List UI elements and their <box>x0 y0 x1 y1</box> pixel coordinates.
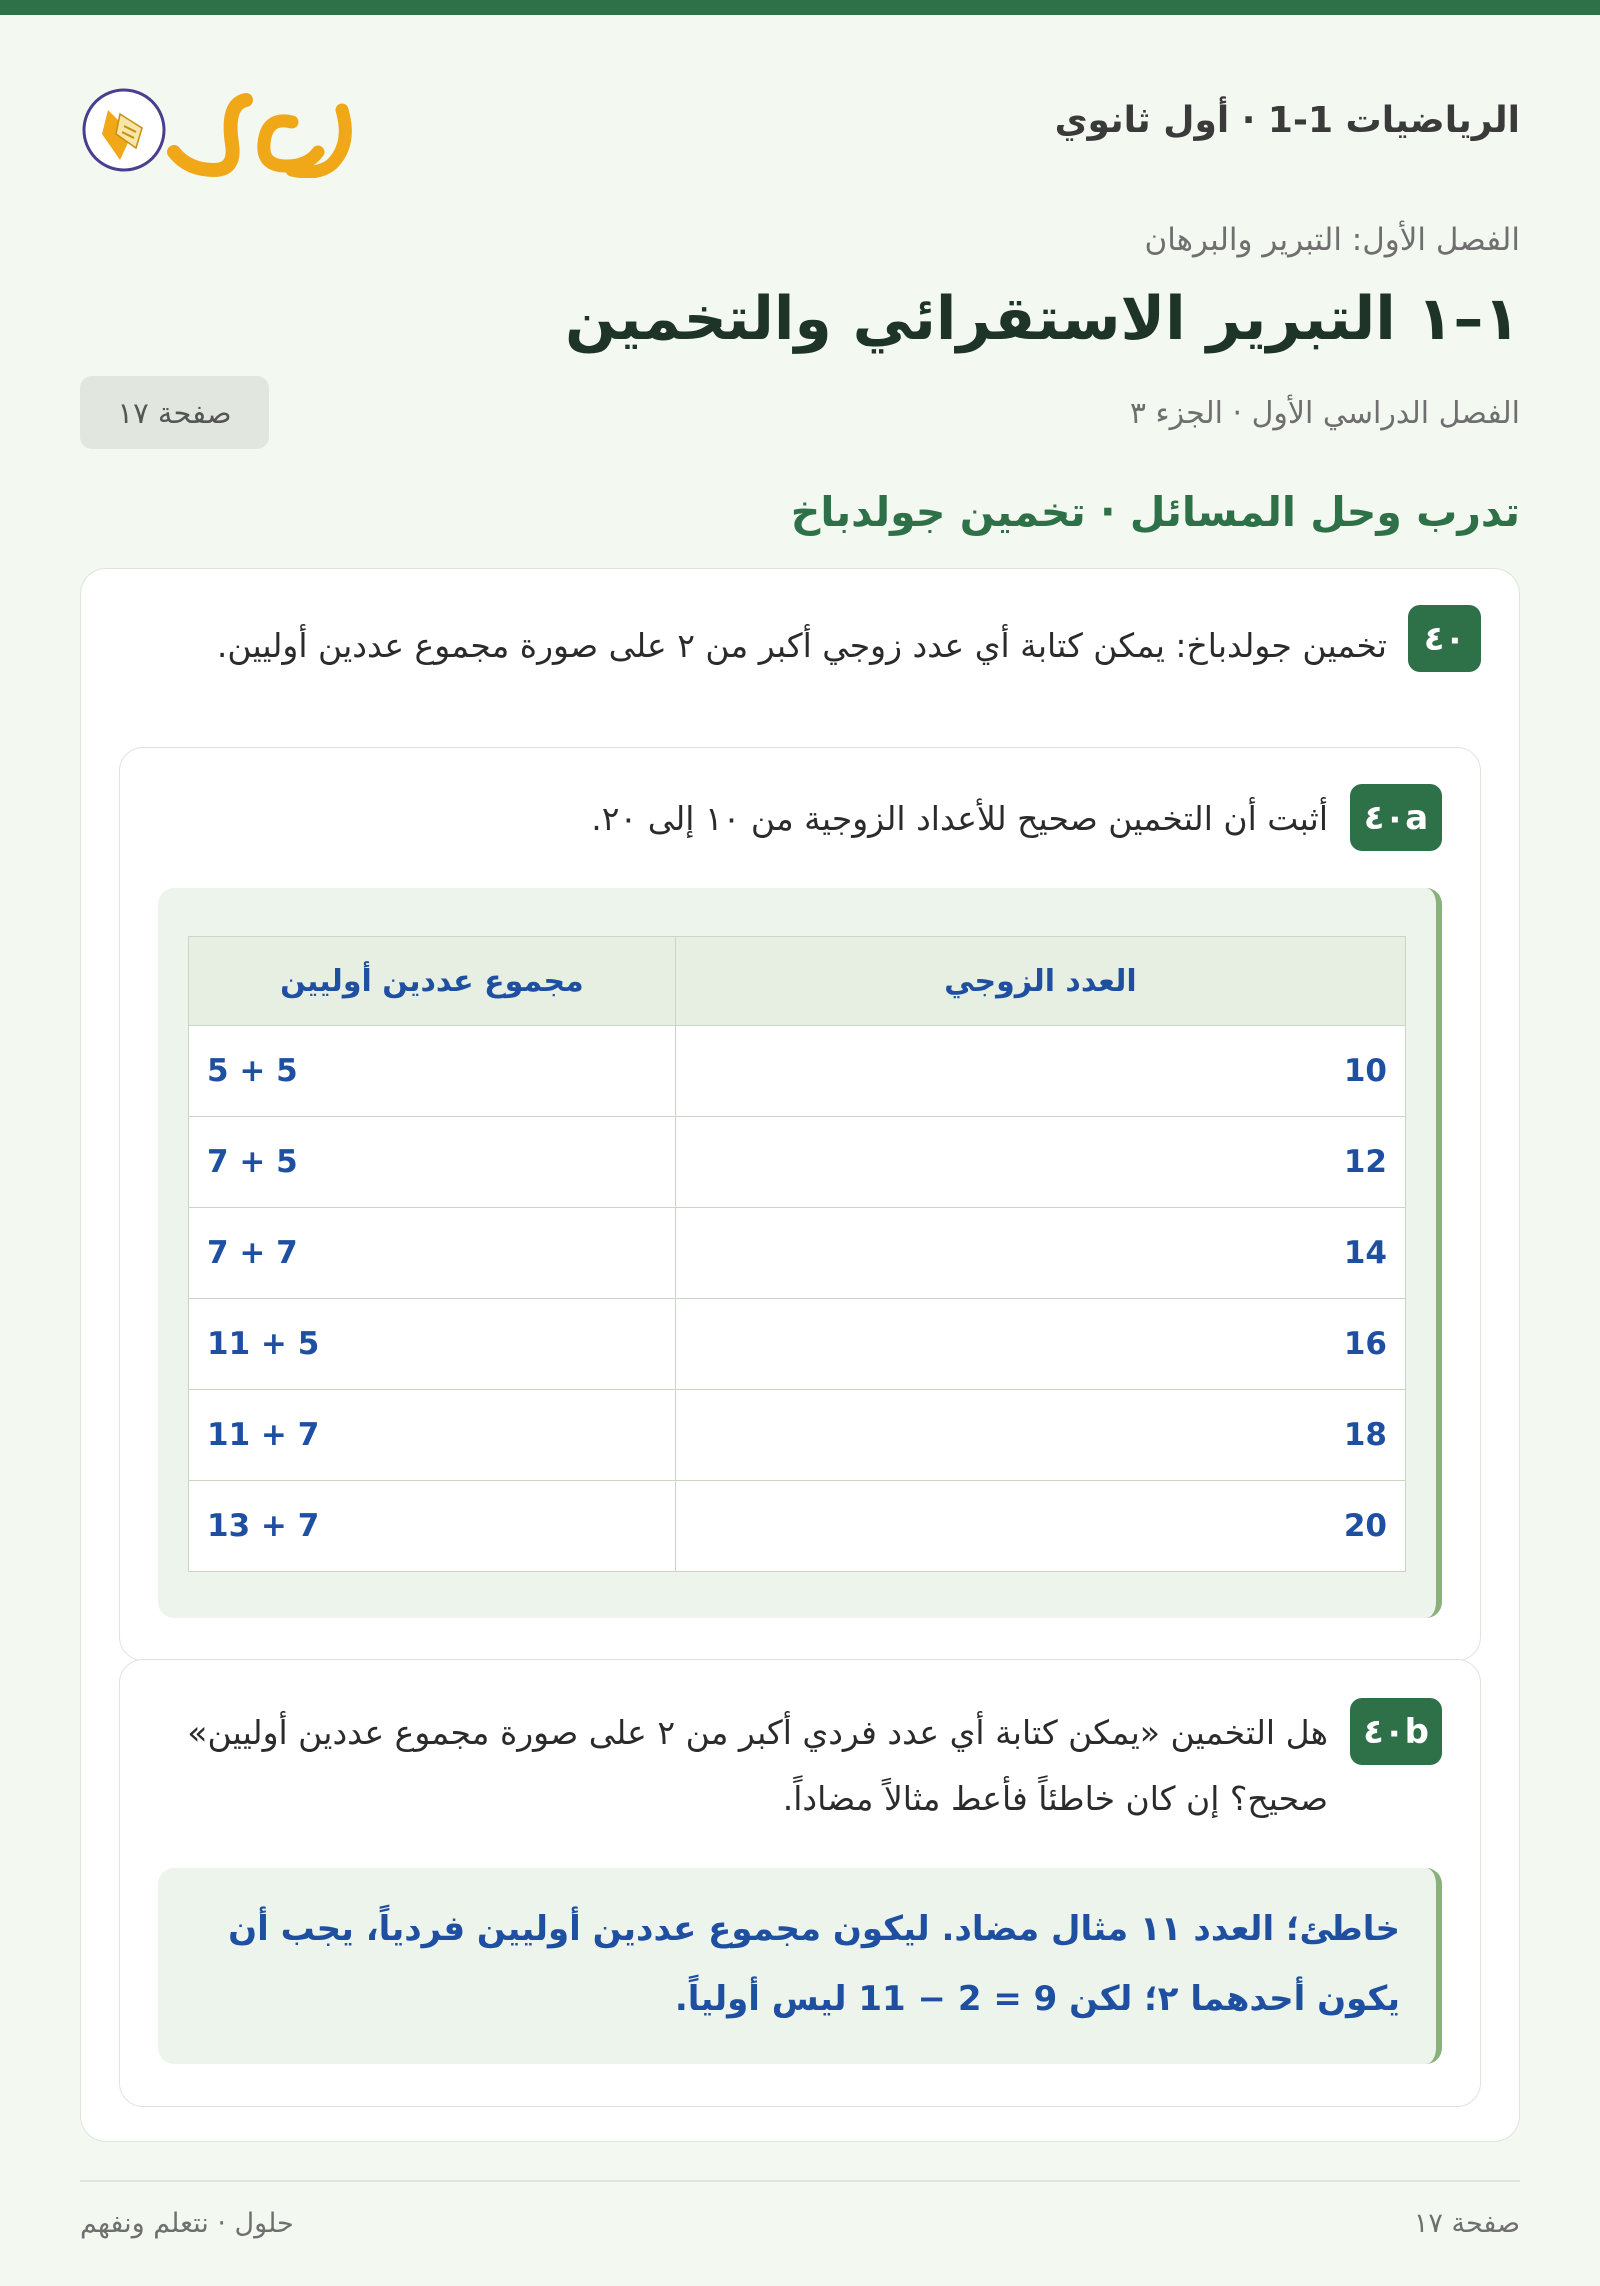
part-a-badge: ٤٠a <box>1350 784 1442 851</box>
footer-page-number: صفحة ١٧ <box>1413 2208 1520 2239</box>
lesson-title: ١–١ التبرير الاستقرائي والتخمين <box>564 284 1520 354</box>
part-a-card <box>119 747 1481 1661</box>
even-number-cell: 12 <box>675 1117 1405 1208</box>
hulul-logo[interactable] <box>80 78 360 178</box>
header-even-number: العدد الزوجي <box>675 937 1405 1026</box>
table-row <box>189 1481 1406 1572</box>
top-accent-bar <box>0 0 1600 15</box>
prime-sum-cell: 7 + 11 <box>189 1390 676 1481</box>
even-number-cell: 18 <box>675 1390 1405 1481</box>
question-card <box>80 568 1520 2142</box>
footer-brand: حلول · نتعلم ونفهم <box>80 2208 294 2239</box>
even-number-cell: 20 <box>675 1481 1405 1572</box>
prime-sum-cell: 5 + 11 <box>189 1299 676 1390</box>
part-b-card <box>119 1659 1481 2107</box>
table-row <box>189 1026 1406 1117</box>
semester-label: الفصل الدراسي الأول · الجزء ٣ <box>1129 396 1520 431</box>
header-prime-sum: مجموع عددين أوليين <box>189 937 676 1026</box>
course-title: الرياضيات 1-1 · أول ثانوي <box>1054 100 1520 141</box>
prime-sum-cell: 7 + 13 <box>189 1481 676 1572</box>
goldbach-table <box>188 936 1406 1572</box>
prime-sum-cell: 7 + 7 <box>189 1208 676 1299</box>
table-row <box>189 1208 1406 1299</box>
part-b-text: هل التخمين «يمكن كتابة أي عدد فردي أكبر من ٢ على صورة مجموع عددين أوليين» صحيح؟ إن كان خاطئاً فأعط مثالاً مضاداً. <box>187 1713 1328 1818</box>
page-badge: صفحة ١٧ <box>80 376 269 449</box>
table-row <box>189 1117 1406 1208</box>
even-number-cell: 14 <box>675 1208 1405 1299</box>
part-a-text: أثبت أن التخمين صحيح للأعداد الزوجية من ١٠ إلى ٢٠. <box>591 799 1328 838</box>
even-number-cell: 10 <box>675 1026 1405 1117</box>
prime-sum-cell: 5 + 5 <box>189 1026 676 1117</box>
question-number-badge: ٤٠ <box>1408 605 1481 672</box>
even-number-cell: 16 <box>675 1299 1405 1390</box>
question-text: تخمين جولدباخ: يمكن كتابة أي عدد زوجي أكبر من ٢ على صورة مجموع عددين أوليين. <box>216 626 1387 665</box>
prime-sum-cell: 5 + 7 <box>189 1117 676 1208</box>
answer-text: خاطئ؛ العدد ١١ مثال مضاد. ليكون مجموع عددين أوليين فردياً، يجب أن يكون أحدهما ٢؛ لكن 9 = 2 − 11 ليس أولياً. <box>228 1909 1400 2019</box>
chapter-label: الفصل الأول: التبرير والبرهان <box>1144 222 1520 258</box>
goldbach-table-panel <box>158 888 1442 1618</box>
part-b-badge: ٤٠b <box>1350 1698 1442 1765</box>
table-row <box>189 1299 1406 1390</box>
page-header <box>80 78 1520 168</box>
table-header-row <box>189 937 1406 1026</box>
answer-box <box>158 1868 1442 2064</box>
section-title: تدرب وحل المسائل · تخمين جولدباخ <box>790 488 1520 536</box>
footer-divider <box>80 2180 1520 2182</box>
table-row <box>189 1390 1406 1481</box>
